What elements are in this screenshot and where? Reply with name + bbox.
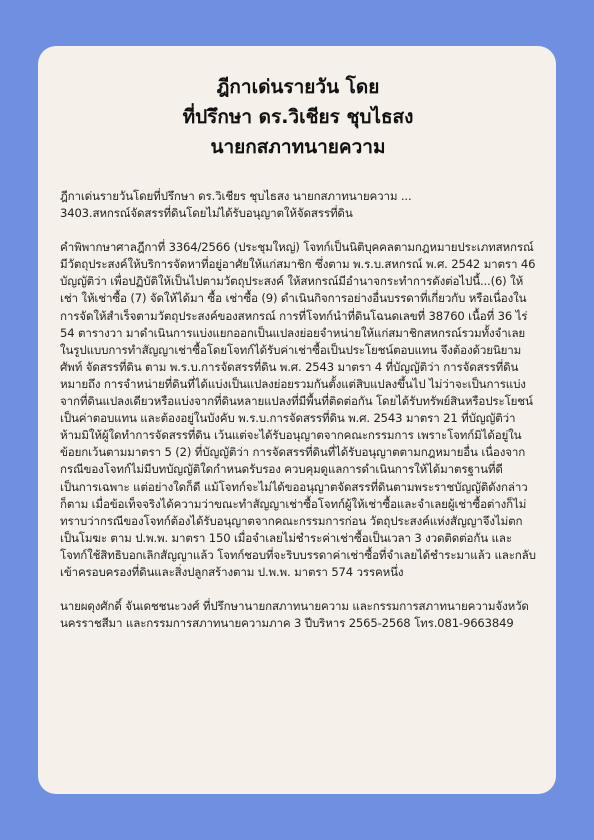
content-card — [38, 46, 556, 794]
intro-line-2: 3403.สหกรณ์จัดสรรที่ดินโดยไม่ได้รับอนุญาตให้จัดสรรที่ดิน — [60, 206, 353, 221]
author-contact-paragraph: นายผดุงศักดิ์ จันเดชชนะวงศ์ ที่ปรึกษานายกสภาทนายความ และกรรมการสภาทนายความจังหวัดนครราชสีมา และกรรมการสภาทนายความภาค 3 ปีบริหาร 2565-2568 โทร.081-9663849 — [60, 599, 529, 631]
article-body — [60, 188, 536, 632]
title-line-3: นายกสภาทนายความ — [210, 136, 386, 158]
intro-paragraph — [60, 188, 536, 222]
judgment-paragraph: คำพิพากษาศาลฎีกาที่ 3364/2566 (ประชุมใหญ่) โจทก์เป็นนิติบุคคลตามกฎหมายประเภทสหกรณ์ มีวัตถุประสงค์ให้บริการจัดหาที่อยู่อาศัยให้แก่สมาชิก ซึ่งตาม พ.ร.บ.สหกรณ์ พ.ศ. 2542 มาตรา 46 บัญญัติว่า เพื่อปฏิบัติให้เป็นไปตามวัตถุประสงค์ ให้สหกรณ์มีอำนาจกระทำการดังต่อไปนี้...(6) ให้เช่า ให้เช่าซื้อ (7) จัดให้ได้มา ซื้อ เช่าซื้อ (9) ดำเนินกิจการอย่างอื่นบรรดาที่เกี่ยวกับ หรือเนื่องในการจัดให้สำเร็จตามวัตถุประสงค์ของสหกรณ์ การที่โจทก์นำที่ดินโฉนดเลขที่ 38760 เนื้อที่ 36 ไร่ 54 ตารางวา มาดำเนินการแบ่งแยกออกเป็นแปลงย่อยจำหน่ายให้แก่สมาชิกสหกรณ์รวมทั้งจำเลยในรูปแบบการทำสัญญาเช่าซื้อโดยโจทก์ได้รับค่าเช่าซื้อเป็นประโยชน์ตอบแทน จึงต้องด้วยนิยามศัพท์ จัดสรรที่ดิน ตาม พ.ร.บ.การจัดสรรที่ดิน พ.ศ. 2543 มาตรา 4 ที่บัญญัติว่า การจัดสรรที่ดิน หมายถึง การจำหน่ายที่ดินที่ได้แบ่งเป็นแปลงย่อยรวมกันตั้งแต่สิบแปลงขึ้นไป ไม่ว่าจะเป็นการแบ่งจากที่ดินแปลงเดียวหรือแบ่งจากที่ดินหลายแปลงที่มีพื้นที่ติดต่อกัน โดยได้รับทรัพย์สินหรือประโยชน์เป็นค่าตอบแทน และต้องอยู่ในบังคับ พ.ร.บ.การจัดสรรที่ดิน พ.ศ. 2543 มาตรา 21 ที่บัญญัติว่า ห้ามมิให้ผู้ใดทำการจัดสรรที่ดิน เว้นแต่จะได้รับอนุญาตจากคณะกรรมการ เพราะโจทก์มิได้อยู่ในข้อยกเว้นตามมาตรา 5 (2) ที่บัญญัติว่า การจัดสรรที่ดินที่ได้รับอนุญาตตามกฎหมายอื่น เนื่องจากกรณีของโจทก์ไม่มีบทบัญญัติใดกำหนดรับรอง ควบคุมดูแลการดำเนินการให้ได้มาตรฐานที่ดีเป็นการเฉพาะ แต่อย่างใดก็ดี แม้โจทก์จะไม่ได้ขออนุญาตจัดสรรที่ดินตามพระราชบัญญัติดังกล่าวก็ตาม เมื่อข้อเท็จจริงได้ความว่าขณะทำสัญญาเช่าซื้อโจทก์ผู้ให้เช่าซื้อและจำเลยผู้เช่าซื้อต่างก็ไม่ทราบว่ากรณีของโจทก์ต้องได้รับอนุญาตจากคณะกรรมการก่อน วัตถุประสงค์แห่งสัญญาจึงไม่ตกเป็นโมฆะ ตาม ป.พ.พ. มาตรา 150 เมื่อจำเลยไม่ชำระค่าเช่าซื้อเป็นเวลา 3 งวดติดต่อกัน และโจทก์ใช้สิทธิบอกเลิกสัญญาแล้ว โจทก์ชอบที่จะริบบรรดาค่าเช่าซื้อที่จำเลยได้ชำระมาแล้ว และกลับเข้าครอบครองที่ดินและสิ่งปลูกสร้างตาม ป.พ.พ. มาตรา 574 วรรคหนึ่ง — [60, 240, 536, 579]
title-line-2: ที่ปรึกษา ดร.วิเชียร ชุบไธสง — [182, 106, 414, 128]
intro-line-1: ฎีกาเด่นรายวันโดยที่ปรึกษา ดร.วิเชียร ชุบไธสง นายกสภาทนายความ ... — [60, 189, 412, 203]
title-line-1: ฎีกาเด่นรายวัน โดย — [216, 76, 380, 98]
page-title — [60, 72, 536, 162]
